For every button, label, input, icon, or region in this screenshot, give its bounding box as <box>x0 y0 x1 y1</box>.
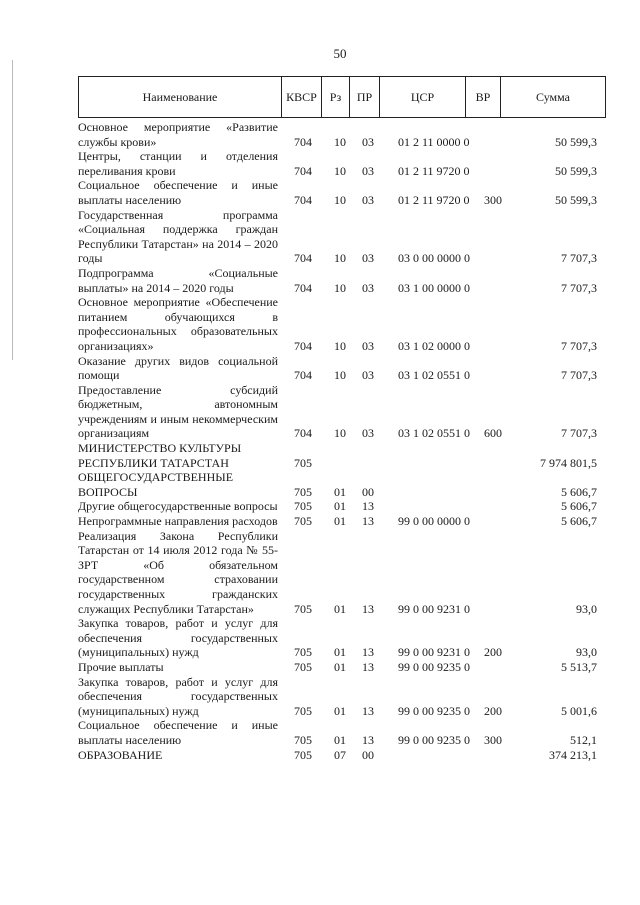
table-row <box>78 675 605 719</box>
row-csr: 03 0 00 0000 0 <box>398 251 470 266</box>
row-rz: 01 <box>334 601 346 616</box>
row-pr: 13 <box>362 499 374 514</box>
row-pr: 03 <box>362 251 374 266</box>
row-name: Непрограммные направления расходов <box>78 514 278 529</box>
row-pr: 00 <box>362 747 374 762</box>
row-sum: 512,1 <box>570 732 597 747</box>
row-rz: 10 <box>334 368 346 383</box>
row-rz: 10 <box>334 280 346 295</box>
row-sum: 5 513,7 <box>561 659 597 674</box>
row-csr: 03 1 02 0551 0 <box>398 368 470 383</box>
row-name: ОБЩЕГОСУДАРСТВЕННЫЕ ВОПРОСЫ <box>78 470 234 499</box>
header-kvsr: КВСР <box>282 77 322 118</box>
row-rz: 10 <box>334 251 346 266</box>
row-vr: 300 <box>484 192 502 207</box>
row-name: Предоставление субсидий бюджетным, автономным учреждениям и иным некоммерческим организациям <box>78 382 278 441</box>
table-row <box>78 266 605 295</box>
row-vr: 600 <box>484 426 502 441</box>
row-sum: 50 599,3 <box>555 192 597 207</box>
row-name: Реализация Закона Республики Татарстан от 14 июля 2012 года № 55-ЗРТ «Об обязательном государственном страховании государственных гражданских служащих Республики Татарстан» <box>78 528 278 616</box>
row-rz: 01 <box>334 659 346 674</box>
row-vr: 200 <box>484 703 502 718</box>
row-csr: 03 1 02 0551 0 <box>398 426 470 441</box>
row-pr: 00 <box>362 484 374 499</box>
table-header <box>78 76 606 118</box>
table-row <box>78 441 605 470</box>
row-name: Социальное обеспечение и иные выплаты населению <box>78 178 278 207</box>
page-number: 50 <box>333 46 347 61</box>
row-rz: 01 <box>334 514 346 529</box>
row-sum: 7 707,3 <box>561 368 597 383</box>
row-kvsr: 704 <box>294 338 312 353</box>
row-pr: 03 <box>362 163 374 178</box>
row-pr: 13 <box>362 659 374 674</box>
table-row <box>78 354 605 383</box>
header-vr: ВР <box>466 77 501 118</box>
row-kvsr: 705 <box>294 601 312 616</box>
row-rz: 01 <box>334 732 346 747</box>
row-csr: 01 2 11 0000 0 <box>398 134 470 149</box>
budget-table-body <box>78 120 605 762</box>
row-pr: 13 <box>362 601 374 616</box>
table-row <box>78 295 605 353</box>
row-kvsr: 704 <box>294 251 312 266</box>
table-row <box>78 499 605 514</box>
table-row <box>78 529 605 617</box>
row-name: Другие общегосударственные вопросы <box>78 499 278 514</box>
row-kvsr: 705 <box>294 747 312 762</box>
row-pr: 03 <box>362 192 374 207</box>
row-kvsr: 705 <box>294 455 312 470</box>
table-row <box>78 660 605 675</box>
row-csr: 99 0 00 9231 0 <box>398 601 470 616</box>
row-pr: 03 <box>362 368 374 383</box>
row-rz: 10 <box>334 426 346 441</box>
row-name: Государственная программа «Социальная поддержка граждан Республики Татарстан» на 2014 – 2020 годы <box>78 207 278 266</box>
row-name: Центры, станции и отделения переливания крови <box>78 149 278 178</box>
header-csr: ЦСР <box>380 77 466 118</box>
row-vr: 200 <box>484 645 502 660</box>
row-pr: 13 <box>362 732 374 747</box>
table-row <box>78 470 605 499</box>
row-rz: 10 <box>334 163 346 178</box>
row-vr: 300 <box>484 732 502 747</box>
row-pr: 03 <box>362 338 374 353</box>
row-kvsr: 705 <box>294 484 312 499</box>
row-kvsr: 704 <box>294 163 312 178</box>
row-sum: 5 606,7 <box>561 499 597 514</box>
row-sum: 7 707,3 <box>561 251 597 266</box>
row-name: Оказание других видов социальной помощи <box>78 353 278 383</box>
row-kvsr: 704 <box>294 134 312 149</box>
row-csr: 03 1 02 0000 0 <box>398 338 470 353</box>
row-pr: 03 <box>362 134 374 149</box>
table-row <box>78 616 605 660</box>
table-row <box>78 514 605 529</box>
header-name: Наименование <box>79 77 282 118</box>
row-sum: 50 599,3 <box>555 134 597 149</box>
row-kvsr: 704 <box>294 280 312 295</box>
row-kvsr: 704 <box>294 368 312 383</box>
row-name: МИНИСТЕРСТВО КУЛЬТУРЫ РЕСПУБЛИКИ ТАТАРСТАН <box>78 441 242 470</box>
table-row <box>78 718 605 747</box>
row-name: Подпрограмма «Социальные выплаты» на 2014 – 2020 годы <box>78 265 278 295</box>
row-sum: 5 606,7 <box>561 514 597 529</box>
row-sum: 93,0 <box>576 601 597 616</box>
row-rz: 01 <box>334 484 346 499</box>
scan-artifact <box>12 60 13 360</box>
row-sum: 7 707,3 <box>561 426 597 441</box>
row-sum: 50 599,3 <box>555 163 597 178</box>
row-kvsr: 705 <box>294 499 312 514</box>
row-name: ОБРАЗОВАНИЕ <box>78 747 163 762</box>
row-rz: 01 <box>334 645 346 660</box>
row-sum: 7 707,3 <box>561 338 597 353</box>
row-kvsr: 705 <box>294 659 312 674</box>
row-kvsr: 704 <box>294 426 312 441</box>
row-kvsr: 705 <box>294 703 312 718</box>
row-kvsr: 705 <box>294 732 312 747</box>
row-csr: 99 0 00 9235 0 <box>398 659 470 674</box>
table-row <box>78 748 605 763</box>
header-rz: Рз <box>322 77 350 118</box>
row-kvsr: 705 <box>294 514 312 529</box>
row-sum: 374 213,1 <box>549 747 597 762</box>
row-sum: 7 707,3 <box>561 280 597 295</box>
row-pr: 13 <box>362 514 374 529</box>
header-sum: Сумма <box>501 77 606 118</box>
row-csr: 99 0 00 9235 0 <box>398 703 470 718</box>
row-pr: 13 <box>362 703 374 718</box>
row-sum: 5 001,6 <box>561 703 597 718</box>
row-sum: 7 974 801,5 <box>540 455 597 470</box>
row-csr: 99 0 00 9235 0 <box>398 732 470 747</box>
row-sum: 93,0 <box>576 645 597 660</box>
table-row <box>78 178 605 207</box>
row-name: Закупка товаров, работ и услуг для обеспечения государственных (муниципальных) нужд <box>78 674 278 718</box>
table-row <box>78 120 605 149</box>
header-pr: ПР <box>350 77 380 118</box>
row-csr: 99 0 00 0000 0 <box>398 514 470 529</box>
row-rz: 07 <box>334 747 346 762</box>
row-rz: 01 <box>334 499 346 514</box>
row-csr: 03 1 00 0000 0 <box>398 280 470 295</box>
row-pr: 03 <box>362 426 374 441</box>
row-rz: 10 <box>334 134 346 149</box>
row-name: Закупка товаров, работ и услуг для обеспечения государственных (муниципальных) нужд <box>78 616 278 660</box>
row-kvsr: 705 <box>294 645 312 660</box>
table-row <box>78 383 605 441</box>
row-kvsr: 704 <box>294 192 312 207</box>
row-name: Прочие выплаты <box>78 659 164 674</box>
row-name: Основное мероприятие «Развитие службы крови» <box>78 120 278 149</box>
row-name: Основное мероприятие «Обеспечение питанием обучающихся в профессиональных образовательных организациях» <box>78 295 278 353</box>
row-name: Социальное обеспечение и иные выплаты населению <box>78 718 278 747</box>
row-csr: 99 0 00 9231 0 <box>398 645 470 660</box>
row-sum: 5 606,7 <box>561 484 597 499</box>
row-pr: 13 <box>362 645 374 660</box>
row-csr: 01 2 11 9720 0 <box>398 192 470 207</box>
row-csr: 01 2 11 9720 0 <box>398 163 470 178</box>
row-rz: 01 <box>334 703 346 718</box>
row-rz: 10 <box>334 192 346 207</box>
table-row <box>78 208 605 266</box>
table-row <box>78 149 605 178</box>
row-rz: 10 <box>334 338 346 353</box>
row-pr: 03 <box>362 280 374 295</box>
